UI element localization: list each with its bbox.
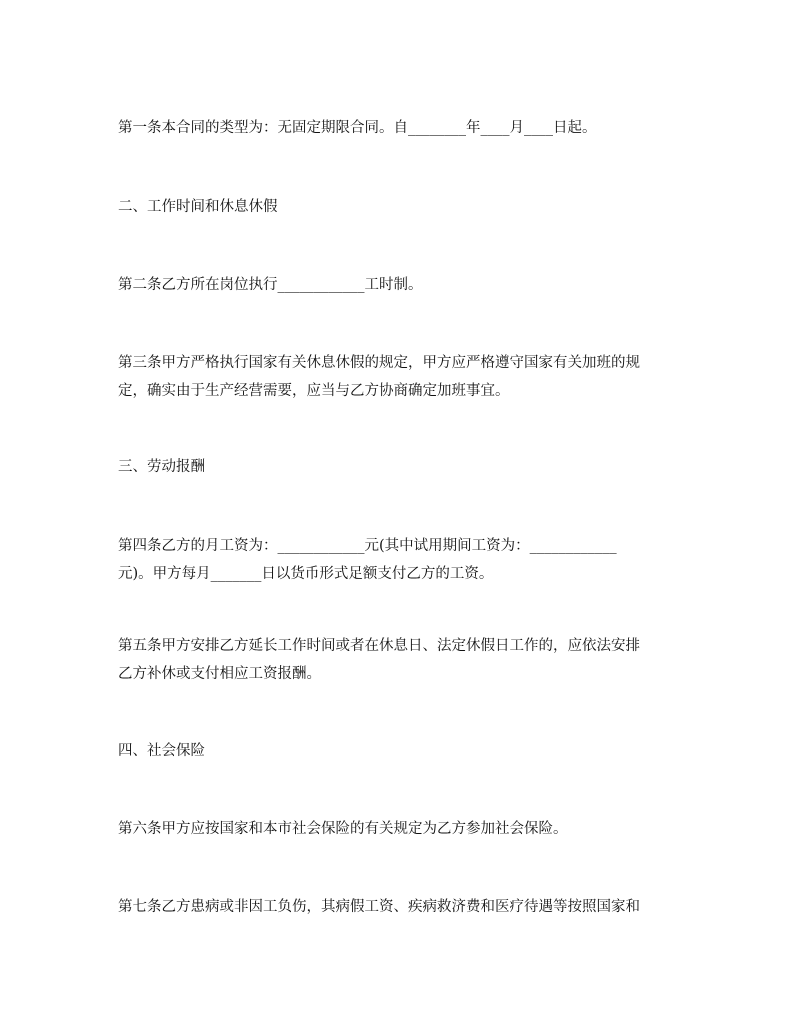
article-7	[118, 893, 688, 921]
section-heading-3	[118, 453, 688, 481]
article-1	[118, 114, 688, 142]
paragraph-line: 第三条甲方严格执行国家有关休息休假的规定，甲方应严格遵守国家有关加班的规	[118, 355, 640, 371]
section-title: 四、社会保险	[118, 743, 205, 759]
paragraph-line: 元)。甲方每月_______日以货币形式足额支付乙方的工资。	[118, 566, 494, 582]
paragraph-line: 第二条乙方所在岗位执行____________工时制。	[118, 277, 423, 293]
paragraph-line: 第一条本合同的类型为：无固定期限合同。自________年____月____日起。	[118, 120, 597, 136]
paragraph-line: 乙方补休或支付相应工资报酬。	[118, 666, 321, 682]
paragraph-line: 第五条甲方安排乙方延长工作时间或者在休息日、法定休假日工作的，应依法安排	[118, 638, 640, 654]
paragraph-line: 第七条乙方患病或非因工负伤，其病假工资、疾病救济费和医疗待遇等按照国家和	[118, 899, 640, 915]
article-6	[118, 815, 688, 843]
article-2	[118, 271, 688, 299]
section-heading-4	[118, 737, 688, 765]
paragraph-line: 第四条乙方的月工资为：____________元(其中试用期间工资为：____________	[118, 538, 617, 554]
paragraph-line: 第六条甲方应按国家和本市社会保险的有关规定为乙方参加社会保险。	[118, 821, 568, 837]
article-5	[118, 632, 688, 688]
section-title: 二、工作时间和休息休假	[118, 199, 278, 215]
section-title: 三、劳动报酬	[118, 459, 205, 475]
article-3	[118, 349, 688, 405]
article-4	[118, 532, 688, 588]
section-heading-2	[118, 193, 688, 221]
paragraph-line: 定，确实由于生产经营需要，应当与乙方协商确定加班事宜。	[118, 383, 510, 399]
